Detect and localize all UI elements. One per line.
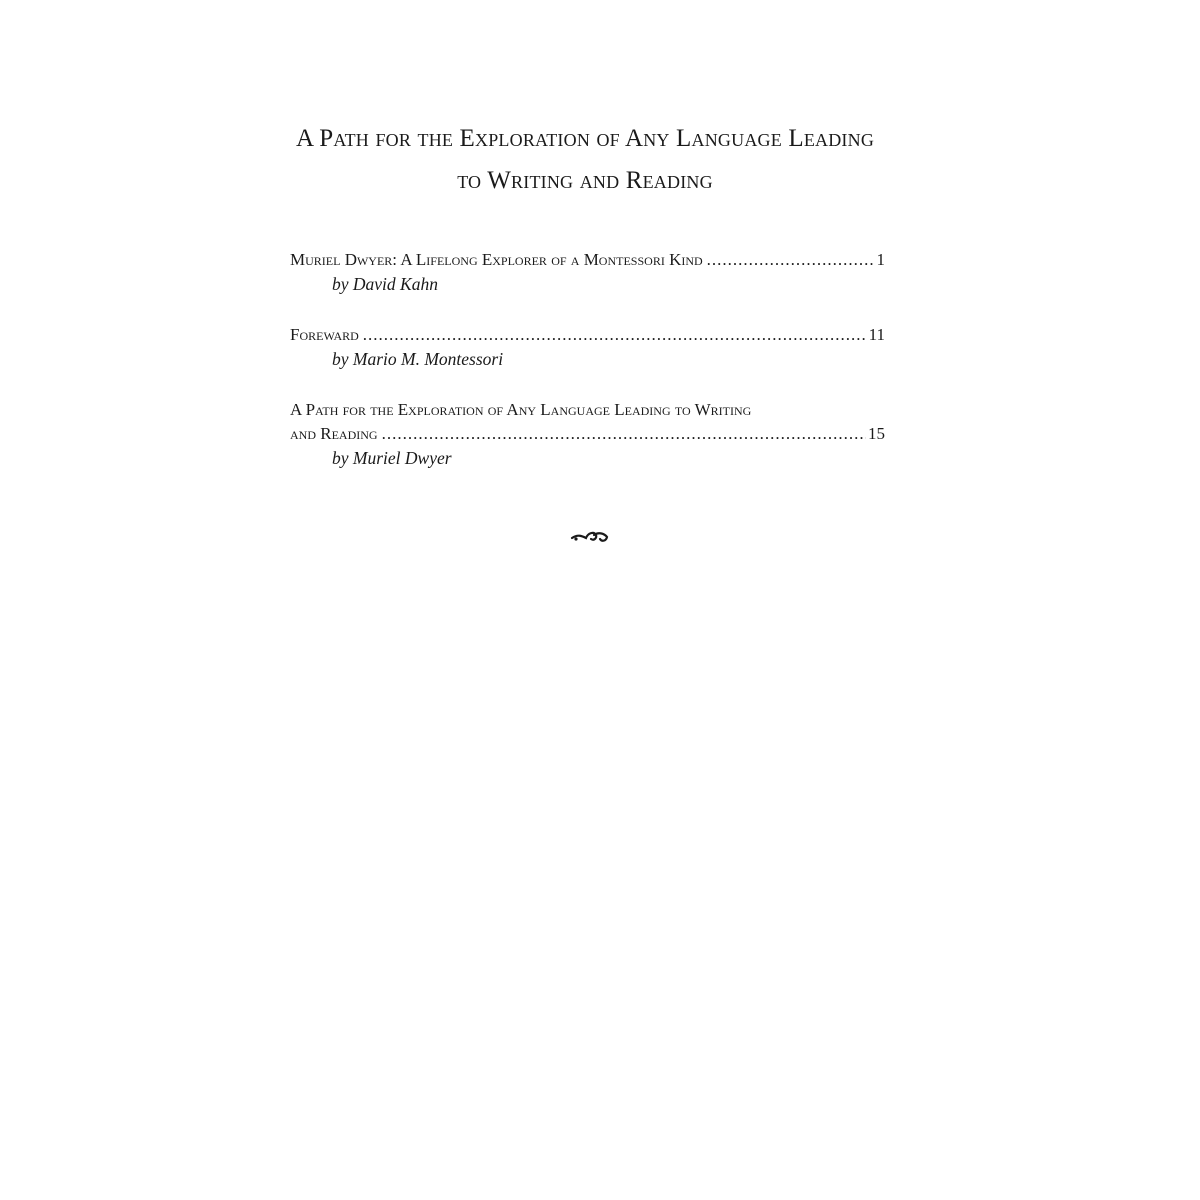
toc-entry-page-number: 1 bbox=[876, 250, 885, 269]
toc-entry-title-line-1 bbox=[290, 398, 885, 422]
toc-entry-dwyer-explorer bbox=[290, 248, 885, 296]
toc-entry-path-exploration bbox=[290, 398, 885, 470]
table-of-contents bbox=[290, 248, 885, 497]
dot-leader bbox=[363, 323, 867, 347]
toc-entry-title-line-2 bbox=[290, 422, 885, 446]
dot-leader bbox=[382, 422, 866, 446]
toc-entry-title-part-2: and Reading bbox=[290, 424, 378, 443]
page-title-line-2: to Writing and Reading bbox=[457, 167, 713, 194]
toc-entry-title-line bbox=[290, 248, 885, 272]
page-title-line-1: A Path for the Exploration of Any Language Leading bbox=[295, 125, 875, 152]
toc-entry-page-number: 15 bbox=[868, 424, 885, 443]
page-title bbox=[240, 118, 930, 202]
toc-entry-author: by Mario M. Montessori bbox=[332, 349, 504, 369]
toc-entry-title: Foreward bbox=[290, 325, 359, 344]
fleuron-ornament-icon bbox=[570, 524, 610, 548]
dot-leader bbox=[707, 248, 875, 272]
toc-entry-author: by Muriel Dwyer bbox=[332, 448, 452, 468]
toc-entry-title-part-1: A Path for the Exploration of Any Language Leading to Writing bbox=[290, 400, 752, 419]
toc-entry-author: by David Kahn bbox=[332, 274, 438, 294]
toc-entry-title-line bbox=[290, 323, 885, 347]
toc-entry-title: Muriel Dwyer: A Lifelong Explorer of a Montessori Kind bbox=[290, 250, 703, 269]
toc-entry-page-number: 11 bbox=[868, 325, 885, 344]
toc-entry-foreward bbox=[290, 323, 885, 371]
